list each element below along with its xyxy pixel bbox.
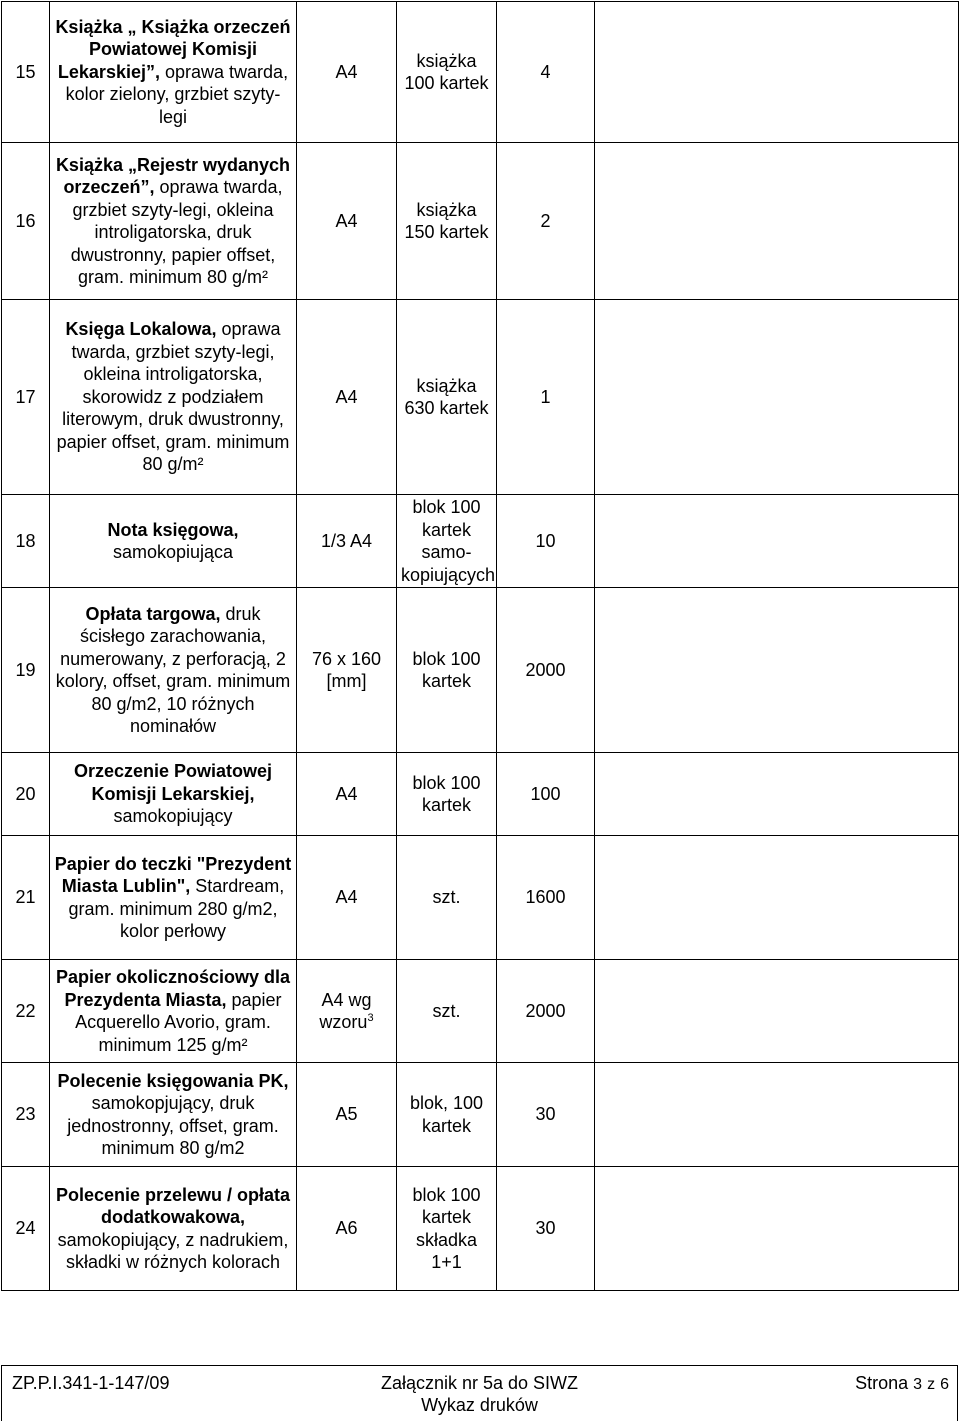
print-items-table <box>1 1 959 1291</box>
footer-title-block <box>2 1372 957 1416</box>
item-details: samokopiujący, z nadrukiem, składki w różnych kolorach <box>57 1229 289 1272</box>
item-details: Stardream, gram. minimum 280 g/m2, kolor perłowy <box>68 876 285 941</box>
item-name: Książka „ Książka orzeczeń Powiatowej Komisji Lekarskiej”, <box>55 16 291 82</box>
item-description <box>50 836 297 960</box>
item-quantity: 1 <box>497 300 595 495</box>
row-number: 16 <box>2 143 50 300</box>
item-name: Księga Lokalowa, <box>65 319 217 340</box>
item-name: Książka „Rejestr wydanych orzeczeń”, <box>55 154 291 197</box>
attachment-title: Załącznik nr 5a do SIWZ <box>380 1373 579 1393</box>
row-number: 24 <box>2 1167 50 1291</box>
row-number: 21 <box>2 836 50 960</box>
row-number: 20 <box>2 753 50 836</box>
empty-cell <box>595 960 959 1063</box>
item-format: 76 x 160 [mm] <box>297 588 397 753</box>
item-description <box>50 495 297 588</box>
item-name: Orzeczenie Powiatowej Komisji Lekarskiej, <box>73 761 273 804</box>
item-format: 1/3 A4 <box>297 495 397 588</box>
item-format: A4 <box>297 836 397 960</box>
format-text: A4 wg wzoru <box>319 989 372 1032</box>
item-description <box>50 1167 297 1291</box>
item-unit: blok 100 kartek <box>397 753 497 836</box>
item-name: Nota księgowa, <box>107 519 239 540</box>
empty-cell <box>595 143 959 300</box>
table-row <box>2 2 959 143</box>
item-quantity: 100 <box>497 753 595 836</box>
item-unit: blok 100 kartek składka 1+1 <box>397 1167 497 1291</box>
item-unit: blok 100 kartek <box>397 588 497 753</box>
item-name: Papier do teczki "Prezydent Miasta Lublin", <box>54 853 292 896</box>
table-row <box>2 495 959 588</box>
table-row <box>2 960 959 1063</box>
empty-cell <box>595 495 959 588</box>
item-unit: blok, 100 kartek <box>397 1063 497 1167</box>
item-unit: książka 100 kartek <box>397 2 497 143</box>
row-number: 23 <box>2 1063 50 1167</box>
table-row <box>2 836 959 960</box>
empty-cell <box>595 300 959 495</box>
item-description <box>50 960 297 1063</box>
item-description <box>50 588 297 753</box>
item-format: A5 <box>297 1063 397 1167</box>
item-details: oprawa twarda, grzbiet szyty-legi, okleina introligatorska, skorowidz z podziałem literowym, druk dwustronny, papier offset, gram. minimum 80 g/m² <box>56 319 290 475</box>
item-details: oprawa twarda, kolor zielony, grzbiet szyty-legi <box>65 61 289 127</box>
item-details: samokopjujący, druk jednostronny, offset, gram. minimum 80 g/m2 <box>67 1093 279 1158</box>
row-number: 19 <box>2 588 50 753</box>
empty-cell <box>595 753 959 836</box>
item-name: Opłata targowa, <box>85 603 221 624</box>
item-quantity: 2000 <box>497 960 595 1063</box>
attachment-subtitle: Wykaz druków <box>421 1395 538 1415</box>
empty-cell <box>595 588 959 753</box>
item-details: druk ścisłego zarachowania, numerowany, z perforacją, 2 kolory, offset, gram. minimum 80 g/m2, 10 różnych nominałów <box>55 603 291 736</box>
table-row <box>2 1063 959 1167</box>
item-description <box>50 300 297 495</box>
item-format: A4 <box>297 143 397 300</box>
item-unit: szt. <box>397 960 497 1063</box>
item-quantity: 30 <box>497 1167 595 1291</box>
table-row <box>2 300 959 495</box>
item-details: samokopiujący <box>113 806 233 827</box>
item-description <box>50 143 297 300</box>
item-description <box>50 753 297 836</box>
item-details: papier Acquerello Avorio, gram. minimum 125 g/m² <box>75 989 282 1055</box>
item-format: A6 <box>297 1167 397 1291</box>
item-format: A4 <box>297 2 397 143</box>
empty-cell <box>595 1063 959 1167</box>
item-name: Polecenie księgowania PK, <box>57 1070 289 1091</box>
item-description <box>50 1063 297 1167</box>
item-unit: książka 150 kartek <box>397 143 497 300</box>
empty-cell <box>595 1167 959 1291</box>
table-row <box>2 753 959 836</box>
row-number: 18 <box>2 495 50 588</box>
item-name: Papier okolicznościowy dla Prezydenta Miasta, <box>55 967 291 1010</box>
item-details: samokopiująca <box>112 542 234 562</box>
item-unit: blok 100 kartek samo-kopiujących <box>397 495 497 588</box>
row-number: 17 <box>2 300 50 495</box>
page-number <box>855 1372 949 1396</box>
page-current: 3 <box>913 1376 923 1393</box>
item-quantity: 2 <box>497 143 595 300</box>
item-format <box>297 960 397 1063</box>
item-description <box>50 2 297 143</box>
item-details: oprawa twarda, grzbiet szyty-legi, okleina introligatorska, druk dwustronny, papier offset, gram. minimum 80 g/m² <box>70 177 283 287</box>
document-code: ZP.P.I.341-1-147/09 <box>12 1373 170 1393</box>
item-format: A4 <box>297 300 397 495</box>
item-quantity: 30 <box>497 1063 595 1167</box>
item-unit: książka 630 kartek <box>397 300 497 495</box>
table-row <box>2 588 959 753</box>
empty-cell <box>595 836 959 960</box>
item-quantity: 4 <box>497 2 595 143</box>
item-quantity: 10 <box>497 495 595 588</box>
item-quantity: 1600 <box>497 836 595 960</box>
row-number: 22 <box>2 960 50 1063</box>
table-row <box>2 1167 959 1291</box>
footnote-marker: 3 <box>367 1012 374 1024</box>
page-footer <box>1 1365 958 1421</box>
item-unit: szt. <box>397 836 497 960</box>
page-total: 6 <box>940 1376 949 1393</box>
item-name: Polecenie przelewu / opłata dodatkowakowa, <box>55 1184 291 1227</box>
page-word: Strona <box>855 1373 909 1393</box>
page-of-word: z <box>927 1376 936 1393</box>
empty-cell <box>595 2 959 143</box>
row-number: 15 <box>2 2 50 143</box>
item-format: A4 <box>297 753 397 836</box>
item-quantity: 2000 <box>497 588 595 753</box>
table-row <box>2 143 959 300</box>
